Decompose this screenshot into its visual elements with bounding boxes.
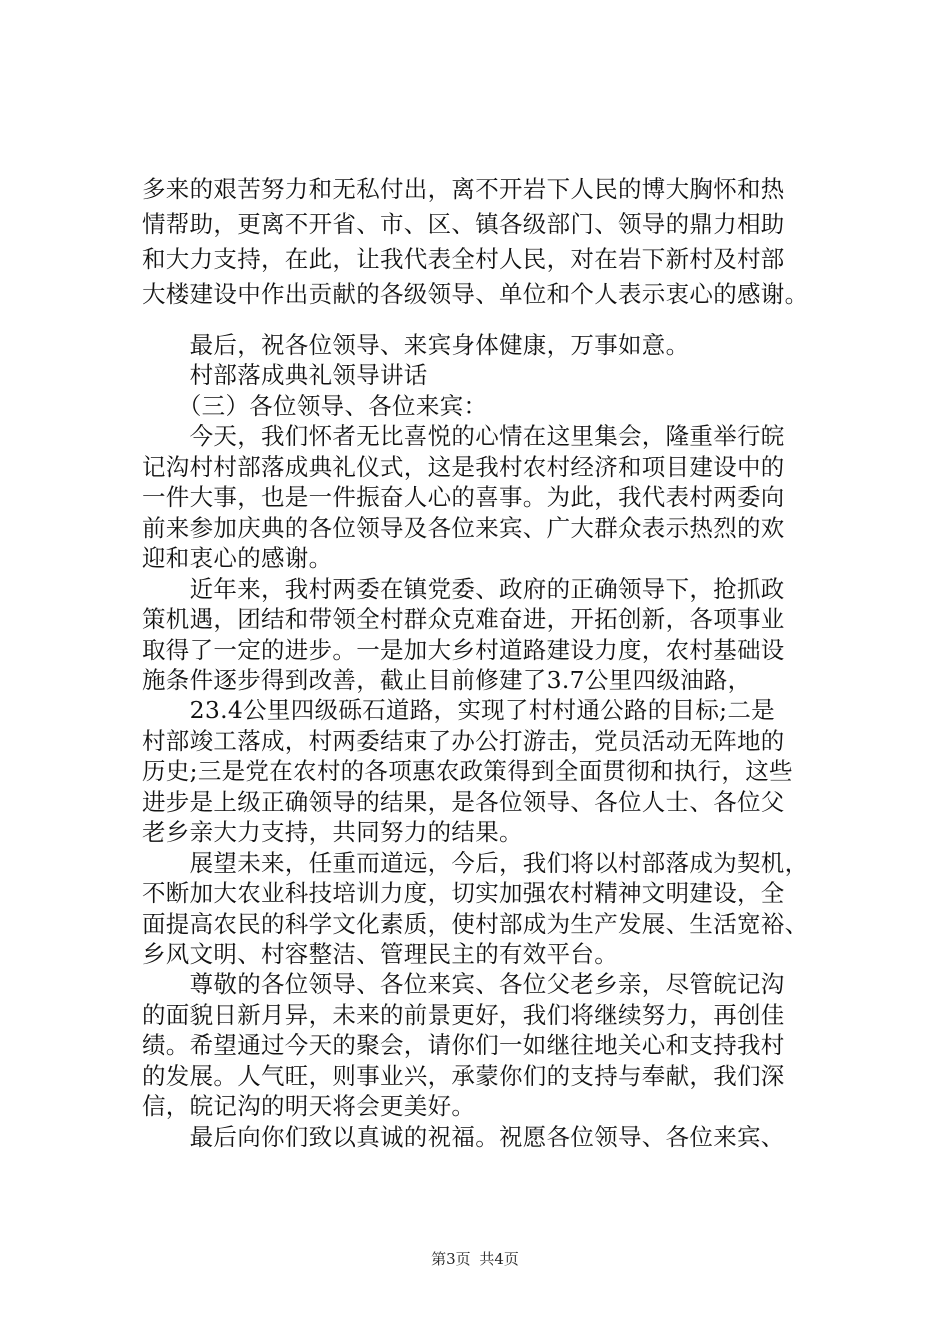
text-line: 老乡亲大力支持，共同努力的结果。 [142,818,523,847]
text-line: 记沟村村部落成典礼仪式，这是我村农村经济和项目建设中的 [142,452,785,481]
text-line: 多来的艰苦努力和无私付出，离不开岩下人民的博大胸怀和热 [142,175,785,203]
text-line: 一件大事，也是一件振奋人心的喜事。为此，我代表村两委向 [142,483,785,512]
text-line: 进步是上级正确领导的结果，是各位领导、各位人士、各位父 [142,787,785,816]
text-line: 策机遇，团结和带领全村群众克难奋进，开拓创新，各项事业 [142,605,785,634]
text-line: 乡风文明、村容整洁、管理民主的有效平台。 [142,940,618,968]
text-line: 历史;三是党在农村的各项惠农政策得到全面贯彻和执行，这些 [142,757,793,786]
text-line: 面提高农民的科学文化素质，使村部成为生产发展、生活宽裕、 [142,909,809,938]
text-line: 施条件逐步得到改善，截止目前修建了3.7公里四级油路， [142,665,752,694]
text-line: 不断加大农业科技培训力度，切实加强农村精神文明建设，全 [142,879,785,908]
page-footer [0,1248,950,1269]
text-line: 最后向你们致以真诚的祝福。祝愿各位领导、各位来宾、 [142,1122,785,1151]
text-line: 绩。希望通过今天的聚会，请你们一如继往地关心和支持我村 [142,1031,785,1060]
text-line: 前来参加庆典的各位领导及各位来宾、广大群众表示热烈的欢 [142,513,785,542]
text-line: 信，皖记沟的明天将会更美好。 [142,1092,476,1121]
text-line: 村部落成典礼领导讲话 [142,361,428,390]
text-line: 最后，祝各位领导、来宾身体健康，万事如意。 [142,331,690,359]
text-line: 情帮助，更离不开省、市、区、镇各级部门、领导的鼎力相助 [142,210,785,238]
text-line: 今天，我们怀者无比喜悦的心情在这里集会，隆重举行皖 [142,422,785,451]
page-number: 第3页 [431,1250,471,1268]
text-line: 尊敬的各位领导、各位来宾、各位父老乡亲，尽管皖记沟 [142,970,785,999]
text-line: 展望未来，任重而道远，今后，我们将以村部落成为契机， [142,848,809,877]
text-line: 和大力支持，在此，让我代表全村人民，对在岩下新村及村部 [142,245,785,273]
text-line: （三）各位领导、各位来宾： [142,391,488,420]
text-line: 23.4公里四级砾石道路，实现了村村通公路的目标;二是 [142,696,775,725]
text-line: 的面貌日新月异，未来的前景更好，我们将继续努力，再创佳 [142,1000,785,1029]
text-line: 迎和衷心的感谢。 [142,544,333,573]
text-line: 取得了一定的进步。一是加大乡村道路建设力度，农村基础设 [142,635,785,664]
text-line: 村部竣工落成，村两委结束了办公打游击，党员活动无阵地的 [142,726,785,755]
text-line: 的发展。人气旺，则事业兴，承蒙你们的支持与奉献，我们深 [142,1061,785,1090]
text-line: 大楼建设中作出贡献的各级领导、单位和个人表示衷心的感谢。 [142,280,809,308]
page-total: 共4页 [479,1250,519,1268]
text-line: 近年来，我村两委在镇党委、政府的正确领导下，抢抓政 [142,574,785,603]
